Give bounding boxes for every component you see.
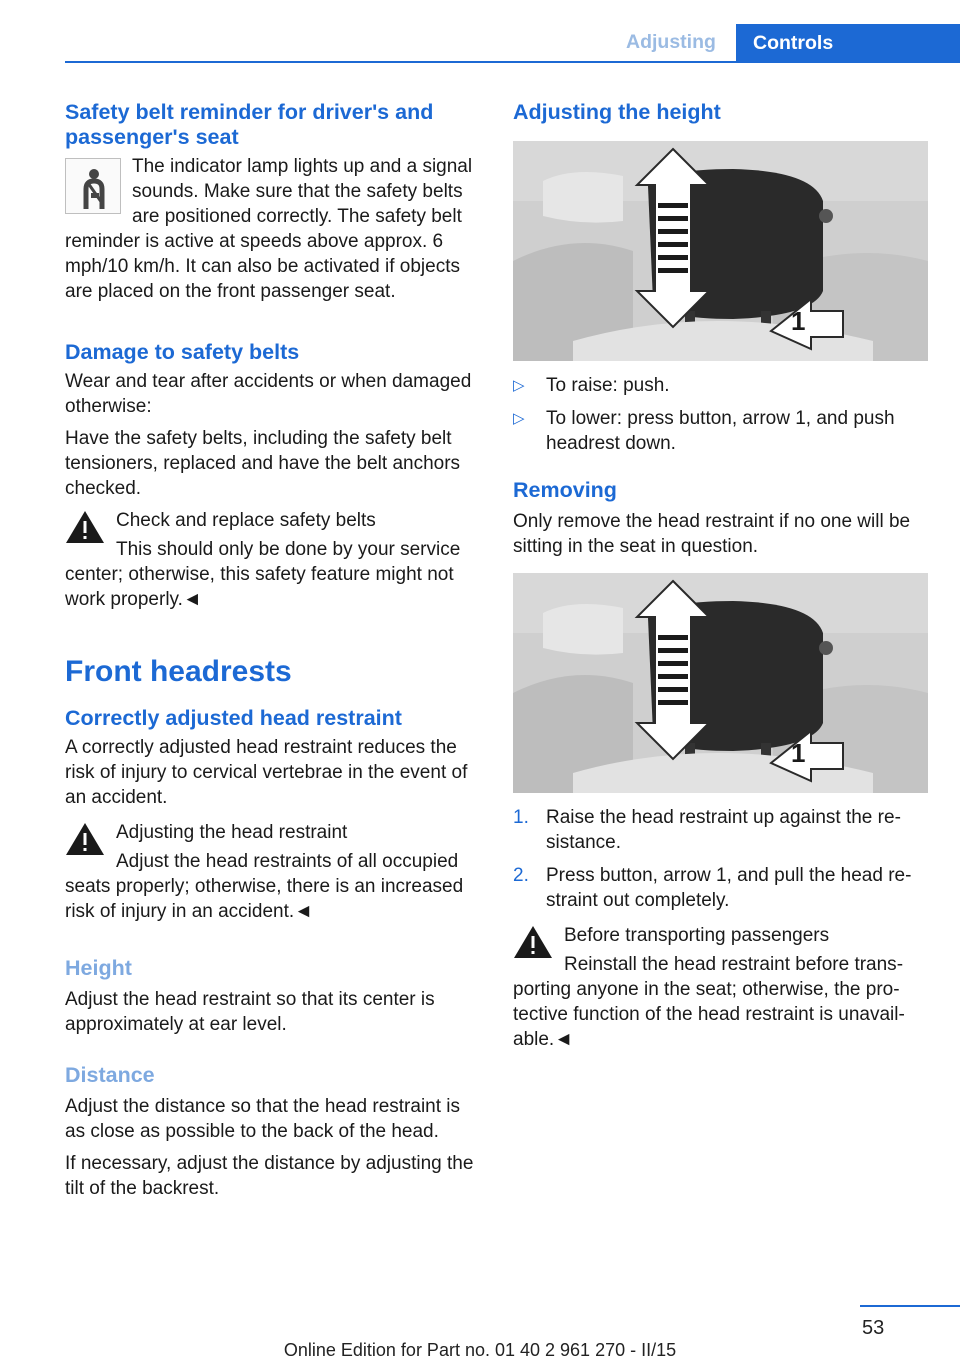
warning-transport-block xyxy=(513,923,928,1052)
front-headrests-heading: Front headrests xyxy=(65,655,292,688)
photo-callout-1: 1 xyxy=(791,738,806,768)
warning-transport-title: Before transporting passengers xyxy=(564,925,830,946)
damage-paragraph-1: Wear and tear after accidents or when damaged otherwise: xyxy=(65,371,472,417)
adjust-height-list xyxy=(513,373,928,456)
correct-restraint-text: A correctly adjusted head restraint reduces the risk of injury to cervical vertebrae in the event of an accident. xyxy=(65,737,468,808)
warning-triangle-icon xyxy=(513,924,553,960)
removing-steps xyxy=(513,805,928,913)
damage-heading: Damage to safety belts xyxy=(65,340,300,364)
warning-adjust-title: Adjusting the head restraint xyxy=(116,822,348,843)
header-rule xyxy=(65,61,960,63)
list-item: 2. Press button, arrow 1, and pull the head restraint out completely. xyxy=(513,865,912,911)
distance-heading: Distance xyxy=(65,1063,155,1087)
distance-paragraph-2: If necessary, adjust the distance by adjusting the tilt of the backrest. xyxy=(65,1153,474,1199)
warning-triangle-icon xyxy=(65,509,105,545)
belt-reminder-block xyxy=(65,154,480,304)
warning-belts-block xyxy=(65,508,480,612)
headrest-height-photo xyxy=(513,141,928,361)
warning-adjust-block xyxy=(65,820,480,924)
adjust-height-heading: Adjusting the height xyxy=(513,100,721,124)
warning-belts-text: This should only be done by your service center; otherwise, this safety feature might not work properly.◄ xyxy=(65,539,461,610)
headrest-removing-photo xyxy=(513,573,928,793)
list-item: 1. Raise the head restraint up against the resistance. xyxy=(513,807,901,853)
header-chapter-tab xyxy=(736,24,960,62)
right-column xyxy=(513,100,928,1059)
warning-triangle-icon xyxy=(65,821,105,857)
footer-rule xyxy=(860,1305,960,1307)
warning-transport-text: Reinstall the head restraint before transporting anyone in the seat; otherwise, the protective function of the head restraint is unavailable.◄ xyxy=(513,954,905,1050)
left-column xyxy=(65,100,480,1208)
damage-paragraph-2: Have the safety belts, including the safety belt tensioners, replaced and have the belt anchors checked. xyxy=(65,428,461,499)
distance-paragraph-1: Adjust the distance so that the head restraint is as close as possible to the back of the head. xyxy=(65,1096,461,1142)
removing-heading: Removing xyxy=(513,478,617,502)
belt-reminder-heading: Safety belt reminder for driver's and passenger's seat xyxy=(65,100,434,149)
height-text: Adjust the head restraint so that its center is approximately at ear level. xyxy=(65,989,435,1035)
warning-belts-title: Check and replace safety belts xyxy=(116,510,376,531)
list-item: ▷ To lower: press button, arrow 1, and push headrest down. xyxy=(513,408,895,454)
header-chapter-label: Controls xyxy=(753,32,834,54)
removing-text: Only remove the head restraint if no one will be sitting in the seat in question. xyxy=(513,511,911,557)
correct-restraint-heading: Correctly adjusted head restraint xyxy=(65,706,402,730)
warning-adjust-text: Adjust the head restraints of all occupied seats properly; otherwise, there is an increased risk of injury in an accident.◄ xyxy=(65,851,464,922)
belt-reminder-text: The indicator lamp lights up and a signal sounds. Make sure that the safety belts are positioned correctly. The safety belt reminder is active at speeds above approx. 6 mph/10 km/h. It can also be activated if objects are placed on the front passenger seat. xyxy=(65,156,473,302)
height-heading: Height xyxy=(65,956,132,980)
list-item: ▷ To raise: push. xyxy=(513,375,670,396)
edition-note: Online Edition for Part no. 01 40 2 961 270 - II/15 xyxy=(283,1340,677,1360)
page-number: 53 xyxy=(862,1317,885,1339)
header-section-label: Adjusting xyxy=(626,31,716,53)
photo-callout-1: 1 xyxy=(791,306,806,336)
seatbelt-reminder-icon xyxy=(65,158,121,214)
